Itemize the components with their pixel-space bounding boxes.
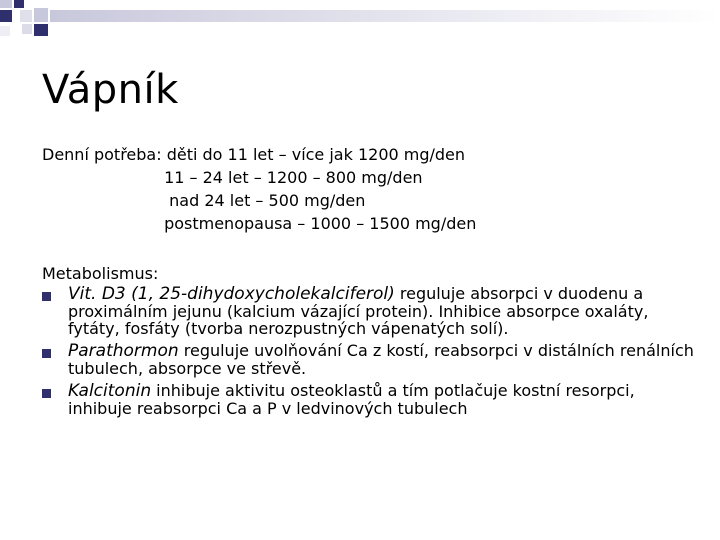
bullet-lead: Parathormon xyxy=(68,341,179,361)
bullet-text: inhibuje aktivitu osteoklastů a tím potlačuje kostní resorpci, inhibuje reabsorpci Ca a P v ledvinových tubulech xyxy=(68,381,635,418)
deco-square xyxy=(34,24,48,36)
intake-line: nad 24 let – 500 mg/den xyxy=(42,191,366,210)
deco-square xyxy=(22,24,32,34)
metabolism-heading: Metabolismus: xyxy=(42,264,159,283)
list-item xyxy=(42,382,702,417)
bullet-lead: Kalcitonin xyxy=(68,381,152,401)
bullet-text: reguluje absorpci v duodenu a proximálním jejunu (kalcium vázající protein). Inhibice absorpce oxaláty, fytáty, fosfáty (tvorba nerozpustných vápenatých solí). xyxy=(68,284,649,338)
deco-square xyxy=(0,10,12,22)
slide-title: Vápník xyxy=(42,67,179,113)
square-bullet-icon xyxy=(42,389,51,398)
bullet-text: reguluje uvolňování Ca z kostí, reabsorpci v distálních renálních tubulech, absorpce ve střevě. xyxy=(68,341,694,378)
deco-square xyxy=(14,0,24,8)
list-item xyxy=(42,285,702,337)
intake-line: 11 – 24 let – 1200 – 800 mg/den xyxy=(42,168,423,187)
deco-square xyxy=(0,0,12,8)
metabolism-bullet-list xyxy=(42,285,702,422)
deco-square xyxy=(34,8,48,22)
deco-square xyxy=(20,10,32,22)
deco-bar xyxy=(50,10,720,22)
decorative-header-squares xyxy=(0,0,720,44)
daily-intake-block xyxy=(42,143,476,235)
deco-square xyxy=(0,26,10,36)
square-bullet-icon xyxy=(42,349,51,358)
square-bullet-icon xyxy=(42,292,51,301)
list-item xyxy=(42,342,702,377)
intake-line: Denní potřeba: děti do 11 let – více jak 1200 mg/den xyxy=(42,145,466,164)
intake-line: postmenopausa – 1000 – 1500 mg/den xyxy=(42,214,477,233)
bullet-lead: Vit. D3 (1, 25-dihydoxycholekalciferol) xyxy=(68,284,395,304)
